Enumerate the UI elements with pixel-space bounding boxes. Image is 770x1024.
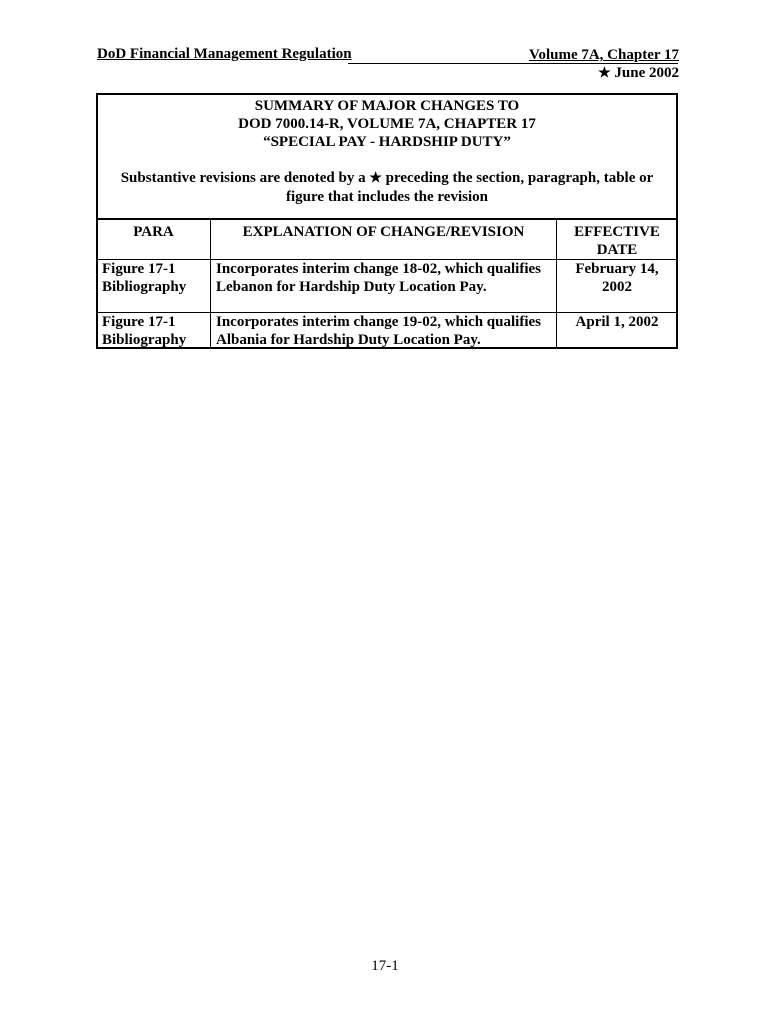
star-icon: ★ [369,171,382,186]
row-para-line-2: Bibliography [102,332,187,348]
revision-note-before: Substantive revisions are denoted by a [120,170,366,186]
revision-date [529,64,679,83]
page-number: 17-1 [371,958,399,974]
table-header-row [97,219,678,260]
revision-note [98,169,676,206]
revision-note-after: preceding the section, paragraph, table or [385,170,654,186]
revision-note-line-2: figure that includes the revision [286,189,488,205]
row-para [97,260,211,313]
changes-table [96,218,678,349]
table-row [97,260,678,313]
row-para-line-2: Bibliography [102,279,187,295]
summary-title [98,97,676,151]
volume-chapter: Volume 7A, Chapter 17 [528,47,679,63]
summary-title-line-2: DOD 7000.14-R, VOLUME 7A, CHAPTER 17 [238,116,536,132]
row-effective-date: April 1, 2002 [557,313,678,350]
row-para-line-1: Figure 17-1 [102,261,176,277]
revision-date-text: June 2002 [614,65,679,81]
row-explanation: Incorporates interim change 19-02, which qualifies Albania for Hardship Duty Location Pay. [211,313,557,350]
row-explanation: Incorporates interim change 18-02, which qualifies Lebanon for Hardship Duty Location Pay. [211,260,557,313]
header-para: PARA [97,219,211,260]
star-icon: ★ [598,66,611,81]
row-para [97,313,211,350]
summary-title-line-1: SUMMARY OF MAJOR CHANGES TO [254,98,520,114]
regulation-title: DoD Financial Management Regulation [97,46,352,62]
row-para-line-1: Figure 17-1 [102,314,176,330]
summary-title-line-3: “SPECIAL PAY - HARDSHIP DUTY” [263,134,511,150]
revision-note-line-1 [98,169,676,188]
header-explanation: EXPLANATION OF CHANGE/REVISION [211,219,557,260]
table-row [97,313,678,350]
header-right [529,46,679,83]
summary-box [96,93,678,349]
row-effective-date: February 14, 2002 [557,260,678,313]
header-effective-line-2: DATE [596,242,638,258]
header-effective-date [557,219,678,260]
header-effective-line-1: EFFECTIVE [574,224,660,240]
